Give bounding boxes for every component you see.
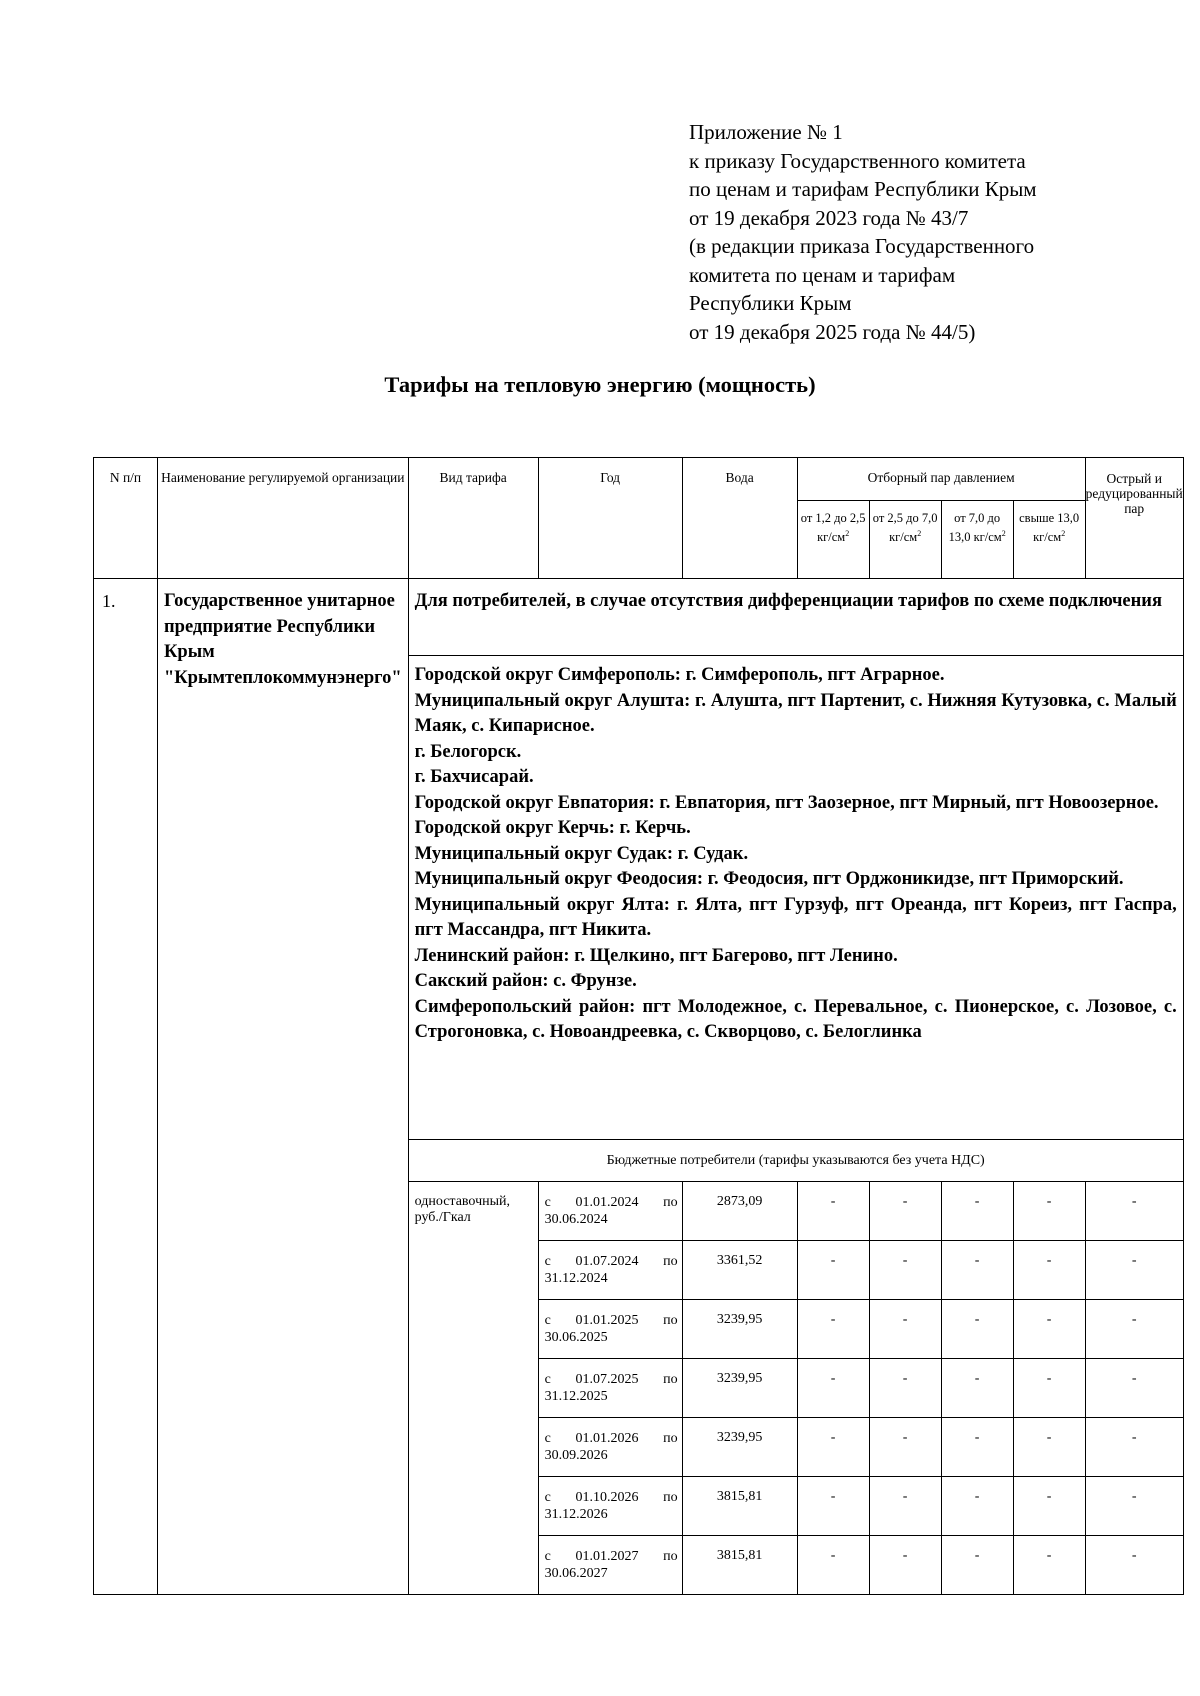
- territories-cell: [408, 656, 1183, 1140]
- water-value: 3239,95: [682, 1359, 797, 1418]
- budget-consumers-label: Бюджетные потребители (тарифы указываются без учета НДС): [408, 1140, 1183, 1182]
- sharp-value: -: [1085, 1418, 1183, 1477]
- water-value: 3239,95: [682, 1300, 797, 1359]
- p2-value: -: [869, 1182, 941, 1241]
- period-cell: с 01.01.2025 по 30.06.2025: [538, 1300, 682, 1359]
- p3-value: -: [941, 1241, 1013, 1300]
- header-pressure-1: от 1,2 до 2,5 $кг/см^2$: [797, 501, 869, 579]
- sharp-value: -: [1085, 1536, 1183, 1595]
- appendix-line: от 19 декабря 2025 года № 44/5): [689, 319, 976, 344]
- period-cell: с 01.10.2026 по 31.12.2026: [538, 1477, 682, 1536]
- p3-value: -: [941, 1536, 1013, 1595]
- p3-value: -: [941, 1418, 1013, 1477]
- water-value: 3815,81: [682, 1477, 797, 1536]
- p4-value: -: [1013, 1477, 1085, 1536]
- p2-value: -: [869, 1300, 941, 1359]
- appendix-line: от 19 декабря 2023 года № 43/7: [689, 205, 969, 230]
- appendix-block: [689, 118, 1129, 346]
- p4-value: -: [1013, 1241, 1085, 1300]
- territory-item: Муниципальный округ Алушта: г. Алушта, пгт Партенит, с. Нижняя Кутузовка, с. Малый Маяк, с. Кипарисное.: [414, 690, 1177, 736]
- territory-item: Симферопольский район: пгт Молодежное, с. Перевальное, с. Пионерское, с. Лозовое, с. Строгоновка, с. Новоандреевка, с. Скворцово, с. Белоглинка: [414, 996, 1177, 1042]
- p4-value: -: [1013, 1359, 1085, 1418]
- header-pressure-4: свыше 13,0 $кг/см^2$: [1013, 501, 1085, 579]
- p2-value: -: [869, 1536, 941, 1595]
- appendix-line: (в редакции приказа Государственного: [689, 234, 1035, 258]
- p2-value: -: [869, 1359, 941, 1418]
- p4-value: -: [1013, 1182, 1085, 1241]
- sharp-value: -: [1085, 1300, 1183, 1359]
- consumer-category: Для потребителей, в случае отсутствия дифференциации тарифов по схеме подключения: [408, 579, 1183, 656]
- territory-item: Городской округ Керчь: г. Керчь.: [414, 818, 691, 838]
- appendix-line: Республики Крым: [689, 291, 852, 315]
- p2-value: -: [869, 1477, 941, 1536]
- header-steam: Отборный пар давлением: [797, 458, 1085, 501]
- p3-value: -: [941, 1359, 1013, 1418]
- p4-value: -: [1013, 1418, 1085, 1477]
- p1-value: -: [797, 1300, 869, 1359]
- territory-item: г. Белогорск.: [414, 741, 522, 762]
- p2-value: -: [869, 1418, 941, 1477]
- p3-value: -: [941, 1477, 1013, 1536]
- header-org: Наименование регулируемой организации: [158, 458, 409, 579]
- sharp-value: -: [1085, 1241, 1183, 1300]
- p1-value: -: [797, 1241, 869, 1300]
- p4-value: -: [1013, 1300, 1085, 1359]
- document-title: Тарифы на тепловую энергию (мощность): [384, 372, 816, 397]
- territory-item: Муниципальный округ Ялта: г. Ялта, пгт Гурзуф, пгт Ореанда, пгт Кореиз, пгт Гаспра, пгт Массандра, пгт Никита.: [414, 894, 1177, 940]
- water-value: 2873,09: [682, 1182, 797, 1241]
- sharp-value: -: [1085, 1359, 1183, 1418]
- header-sharp-steam: Острый и редуцированный пар: [1085, 458, 1183, 579]
- p4-value: -: [1013, 1536, 1085, 1595]
- appendix-line: по ценам и тарифам Республики Крым: [689, 177, 1037, 201]
- appendix-line: комитета по ценам и тарифам: [689, 262, 956, 287]
- water-value: 3361,52: [682, 1241, 797, 1300]
- p1-value: -: [797, 1418, 869, 1477]
- water-value: 3239,95: [682, 1418, 797, 1477]
- header-water: Вода: [682, 458, 797, 579]
- header-pressure-3: от 7,0 до 13,0 $кг/см^2$: [941, 501, 1013, 579]
- territory-item: Городской округ Евпатория: г. Евпатория, пгт Заозерное, пгт Мирный, пгт Новоозерное.: [414, 792, 1159, 813]
- p3-value: -: [941, 1182, 1013, 1241]
- organization-name: Государственное унитарное предприятие Республики Крым "Крымтеплокоммунэнерго": [158, 579, 409, 1595]
- territory-item: Городской округ Симферополь: г. Симферополь, пгт Аграрное.: [414, 665, 945, 685]
- p2-value: -: [869, 1241, 941, 1300]
- water-value: 3815,81: [682, 1536, 797, 1595]
- p1-value: -: [797, 1477, 869, 1536]
- header-pressure-2: от 2,5 до 7,0 $кг/см^2$: [869, 501, 941, 579]
- header-year: Год: [538, 458, 682, 579]
- territory-item: Ленинский район: г. Щелкино, пгт Багерово, пгт Ленино.: [414, 945, 898, 966]
- p1-value: -: [797, 1536, 869, 1595]
- row-number: 1.: [94, 579, 158, 1595]
- period-cell: с 01.01.2024 по 30.06.2024: [538, 1182, 682, 1241]
- appendix-line: Приложение № 1: [689, 120, 843, 144]
- period-cell: с 01.07.2025 по 31.12.2025: [538, 1359, 682, 1418]
- tariff-table: [93, 457, 1184, 1595]
- period-cell: с 01.07.2024 по 31.12.2024: [538, 1241, 682, 1300]
- tariff-type-cell: одноставочный, руб./Гкал: [408, 1182, 538, 1595]
- territory-item: Сакский район: с. Фрунзе.: [414, 971, 637, 991]
- period-cell: с 01.01.2027 по 30.06.2027: [538, 1536, 682, 1595]
- territory-item: Муниципальный округ Феодосия: г. Феодосия, пгт Орджоникидзе, пгт Приморский.: [414, 869, 1124, 889]
- territory-item: г. Бахчисарай.: [414, 767, 534, 787]
- territory-item: Муниципальный округ Судак: г. Судак.: [414, 843, 749, 864]
- p1-value: -: [797, 1359, 869, 1418]
- p1-value: -: [797, 1182, 869, 1241]
- sharp-value: -: [1085, 1477, 1183, 1536]
- appendix-line: к приказу Государственного комитета: [689, 148, 1026, 173]
- header-tariff-type: Вид тарифа: [408, 458, 538, 579]
- period-cell: с 01.01.2026 по 30.09.2026: [538, 1418, 682, 1477]
- p3-value: -: [941, 1300, 1013, 1359]
- header-num: N п/п: [94, 458, 158, 579]
- sharp-value: -: [1085, 1182, 1183, 1241]
